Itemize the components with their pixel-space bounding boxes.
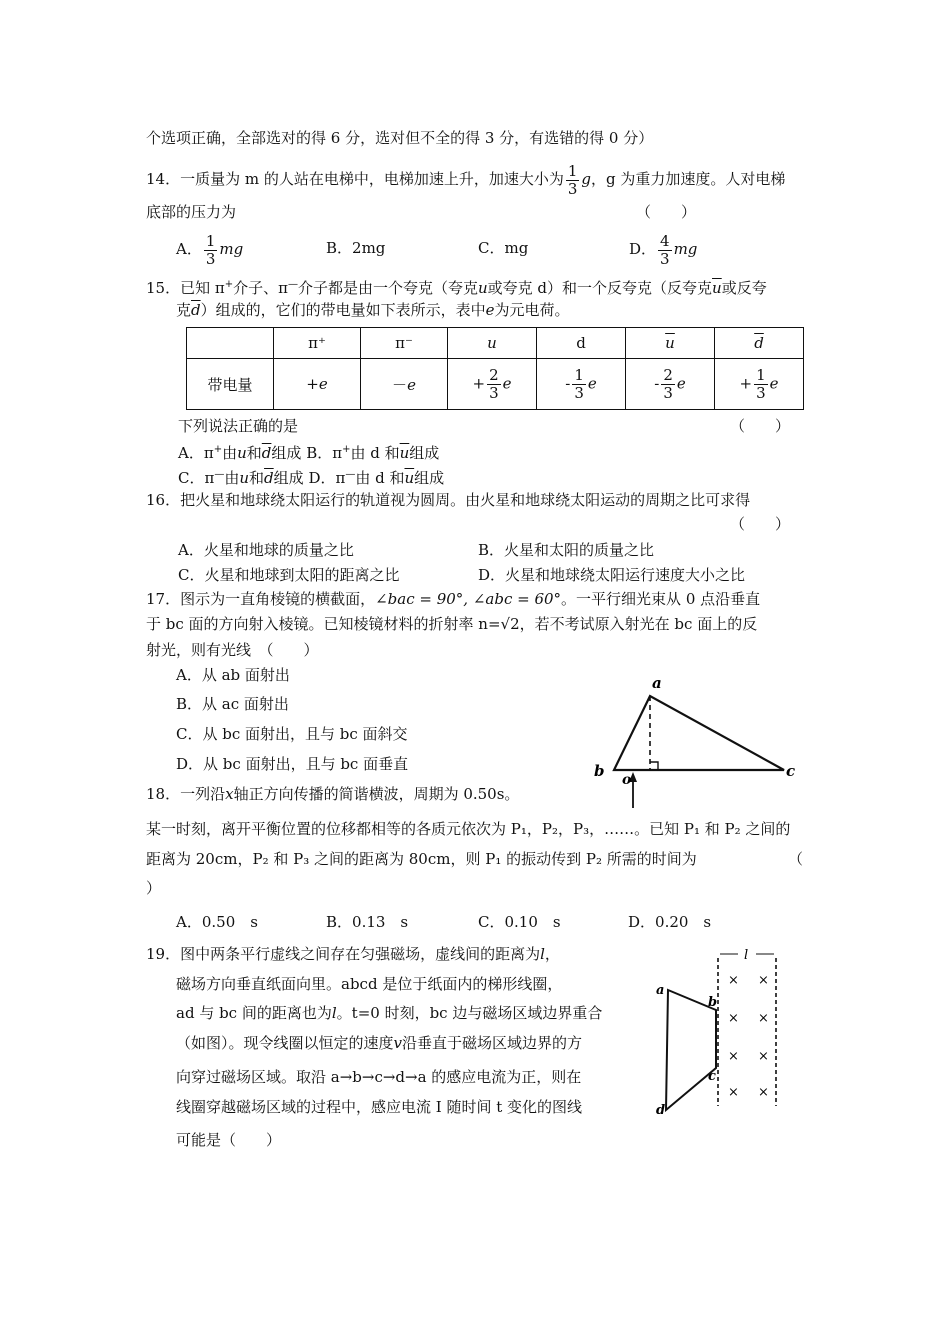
q19-stem-5: 向穿过磁场区域。取沿 a→b→c→d→a 的感应电流为正，则在 — [176, 1068, 582, 1086]
q17-option-d: D．从 bc 面射出，且与 bc 面垂直 — [176, 755, 409, 773]
q16-answer-paren: （ ） — [730, 515, 791, 533]
q18-stem-3: 距离为 20cm，P₂ 和 P₃ 之间的距离为 80cm，则 P₁ 的振动传到 P₂ 所需的时间为 — [146, 850, 697, 868]
q16-option-a: A．火星和地球的质量之比 — [178, 541, 354, 559]
q14-option-a: A． $\frac{1}{3}$ mg — [176, 231, 244, 268]
right-angle-mark — [650, 762, 658, 770]
coil-label-c: c — [708, 1069, 716, 1084]
q19-stem-1: 19．图中两条平行虚线之间存在匀强磁场，虚线间的距离为l， — [146, 945, 560, 963]
q19-stem-7: 可能是（ ） — [176, 1131, 282, 1149]
coil-field-figure — [652, 948, 792, 1114]
coil-label-b: b — [708, 995, 718, 1010]
q14-fraction: $\frac{1}{3}$ — [567, 161, 578, 198]
q17-stem-1: 17．图示为一直角棱镜的横截面，∠bac = 90°, ∠abc = 60°。一平行细光束从 0 点沿垂直 — [146, 590, 761, 608]
q14-stem: 14．一质量为 m 的人站在电梯中，电梯加速上升，加速大小为 $\frac{1}{3}$ g，g 为重力加速度。人对电梯 — [146, 161, 786, 198]
q19-stem-6: 线圈穿越磁场区域的过程中，感应电流 I 随时间 t 变化的图线 — [176, 1098, 583, 1116]
charge-table — [186, 327, 804, 410]
q18-paren-open: （ — [788, 850, 804, 868]
field-cross-icon: × — [758, 973, 769, 988]
q17-option-c: C．从 bc 面射出，且与 bc 面斜交 — [176, 725, 408, 743]
q15-options-ab: A．π+由u和$\overline{d}$组成 B．π+由 d 和$\overline{u}$组成 — [178, 444, 440, 462]
q15-options-cd: C．π—由u和$\overline{d}$组成 D．π—由 d 和$\overline{u}$组成 — [178, 469, 445, 487]
q17-stem-2: 于 bc 面的方向射入棱镜。已知棱镜材料的折射率 n=√2，若不考试原入射光在 bc 面上的反 — [146, 615, 758, 633]
field-cross-icon: × — [758, 1011, 769, 1026]
charge-table-header: π⁺ π⁻ u d $\overline{u}$ $\overline{d}$ — [187, 328, 804, 359]
prism-label-a: a — [652, 674, 662, 692]
field-cross-icon: × — [728, 1049, 739, 1064]
intro-text: 个选项正确，全部选对的得 6 分，选对但不全的得 3 分，有选错的得 0 分） — [146, 129, 654, 147]
width-label-l: l — [744, 948, 749, 963]
field-cross-icon: × — [728, 1085, 739, 1100]
field-cross-icon: × — [728, 973, 739, 988]
q18-option-b: B．0.13 s — [326, 913, 409, 931]
q19-stem-2: 磁场方向垂直纸面向里。abcd 是位于纸面内的梯形线圈， — [176, 975, 563, 993]
q18-paren-close: ） — [146, 879, 162, 897]
q16-stem: 16．把火星和地球绕太阳运行的轨道视为圆周。由火星和地球绕太阳运动的周期之比可求得 — [146, 491, 751, 509]
q18-stem-2: 某一时刻，离开平衡位置的位移都相等的各质元依次为 P₁，P₂，P₃，……。已知 P₁ 和 P₂ 之间的 — [146, 820, 791, 838]
prism-figure — [588, 672, 798, 812]
prism-label-b: b — [594, 762, 605, 780]
charge-table-row: 带电量 +e －e + $\frac{2}{3}$ e - $\frac{1}{3}$ e - $\frac{2}{3}$ e + $\frac{1}{3}$ e — [187, 359, 804, 410]
q18-option-d: D．0.20 s — [628, 913, 712, 931]
q14-stem-2: 底部的压力为 — [146, 203, 237, 221]
q16-option-c: C．火星和地球到太阳的距离之比 — [178, 566, 400, 584]
coil-label-d: d — [656, 1103, 666, 1114]
prism-triangle — [614, 696, 784, 770]
q14-answer-paren: （ ） — [636, 203, 697, 221]
q17-option-b: B．从 ac 面射出 — [176, 695, 289, 713]
q18-stem-1: 18．一列沿x轴正方向传播的简谐横波，周期为 0.50s。 — [146, 785, 520, 803]
q14-option-c: C．mg — [478, 239, 529, 257]
q15-answer-paren: （ ） — [730, 417, 791, 435]
q15-stem-1: 15．已知 π+介子、π—介子都是由一个夸克（夸克u或夸克 d）和一个反夸克（反夸克$\overline{u}$或反夸 — [146, 279, 767, 297]
q16-option-d: D．火星和地球绕太阳运行速度大小之比 — [478, 566, 746, 584]
q14-option-b: B．2mg — [326, 239, 386, 257]
q18-option-a: A．0.50 s — [176, 913, 258, 931]
q14-option-d: D． $\frac{4}{3}$ mg — [629, 231, 698, 268]
q15-stem-2: 克$\overline{d}$）组成的，它们的带电量如下表所示，表中e为元电荷。 — [176, 301, 570, 319]
prism-label-c: c — [786, 762, 796, 780]
q17-stem-3: 射光，则有光线 （ ） — [146, 641, 319, 659]
q15-ask: 下列说法正确的是 — [178, 417, 299, 435]
q17-option-a: A．从 ab 面射出 — [176, 666, 290, 684]
q19-stem-4: （如图）。现令线圈以恒定的速度v沿垂直于磁场区域边界的方 — [176, 1034, 583, 1052]
q19-stem-3: ad 与 bc 间的距离也为l。t=0 时刻，bc 边与磁场区域边界重合 — [176, 1004, 603, 1022]
field-cross-icon: × — [728, 1011, 739, 1026]
q16-option-b: B．火星和太阳的质量之比 — [478, 541, 655, 559]
q18-option-c: C．0.10 s — [478, 913, 561, 931]
field-cross-icon: × — [758, 1085, 769, 1100]
coil-label-a: a — [656, 983, 665, 998]
field-cross-icon: × — [758, 1049, 769, 1064]
prism-label-o: o — [622, 772, 632, 788]
